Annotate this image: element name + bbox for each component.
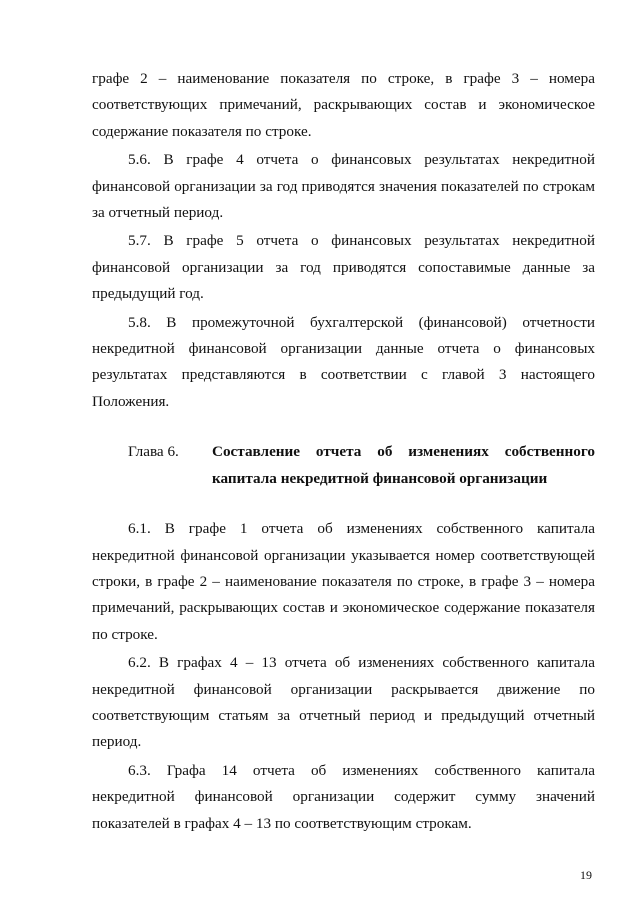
paragraph-6-3: 6.3. Графа 14 отчета об изменениях собственного капитала некредитной финансовой организации содержит сумму значений показателей в графах 4 – 13 по соответствующим строкам. xyxy=(92,761,595,832)
chapter-number: Глава 6. xyxy=(128,443,179,461)
page-number: 19 xyxy=(580,868,592,882)
paragraph-6-2: 6.2. В графах 4 – 13 отчета об изменениях собственного капитала некредитной финансовой организации раскрывается движение по соответствующим статьям за отчетный период и предыдущий отчетный период. xyxy=(92,654,595,751)
chapter-heading xyxy=(92,439,595,492)
paragraph-6-1: 6.1. В графе 1 отчета об изменениях собственного капитала некредитной финансовой организации указывается номер соответствующей строки, в графе 2 – наименование показателя по строке, в графе 3 – номера примечаний, раскрывающих состав и экономическое содержание показателя по строке. xyxy=(92,520,595,643)
document-page xyxy=(92,66,595,837)
chapter-title: Составление отчета об изменениях собственного капитала некредитной финансовой организации xyxy=(212,443,595,487)
paragraph-5-6: 5.6. В графе 4 отчета о финансовых результатах некредитной финансовой организации за год приводятся значения показателей по строкам за отчетный период. xyxy=(92,151,595,222)
paragraph-5-8: 5.8. В промежуточной бухгалтерской (финансовой) отчетности некредитной финансовой организации данные отчета о финансовых результатах представляются в соответствии с главой 3 настоящего Положения. xyxy=(92,313,595,410)
paragraph-5-7: 5.7. В графе 5 отчета о финансовых результатах некредитной финансовой организации за год приводятся сопоставимые данные за предыдущий год. xyxy=(92,232,595,303)
paragraph-continuation: графе 2 – наименование показателя по строке, в графе 3 – номера соответствующих примечаний, раскрывающих состав и экономическое содержание показателя по строке. xyxy=(92,70,595,140)
